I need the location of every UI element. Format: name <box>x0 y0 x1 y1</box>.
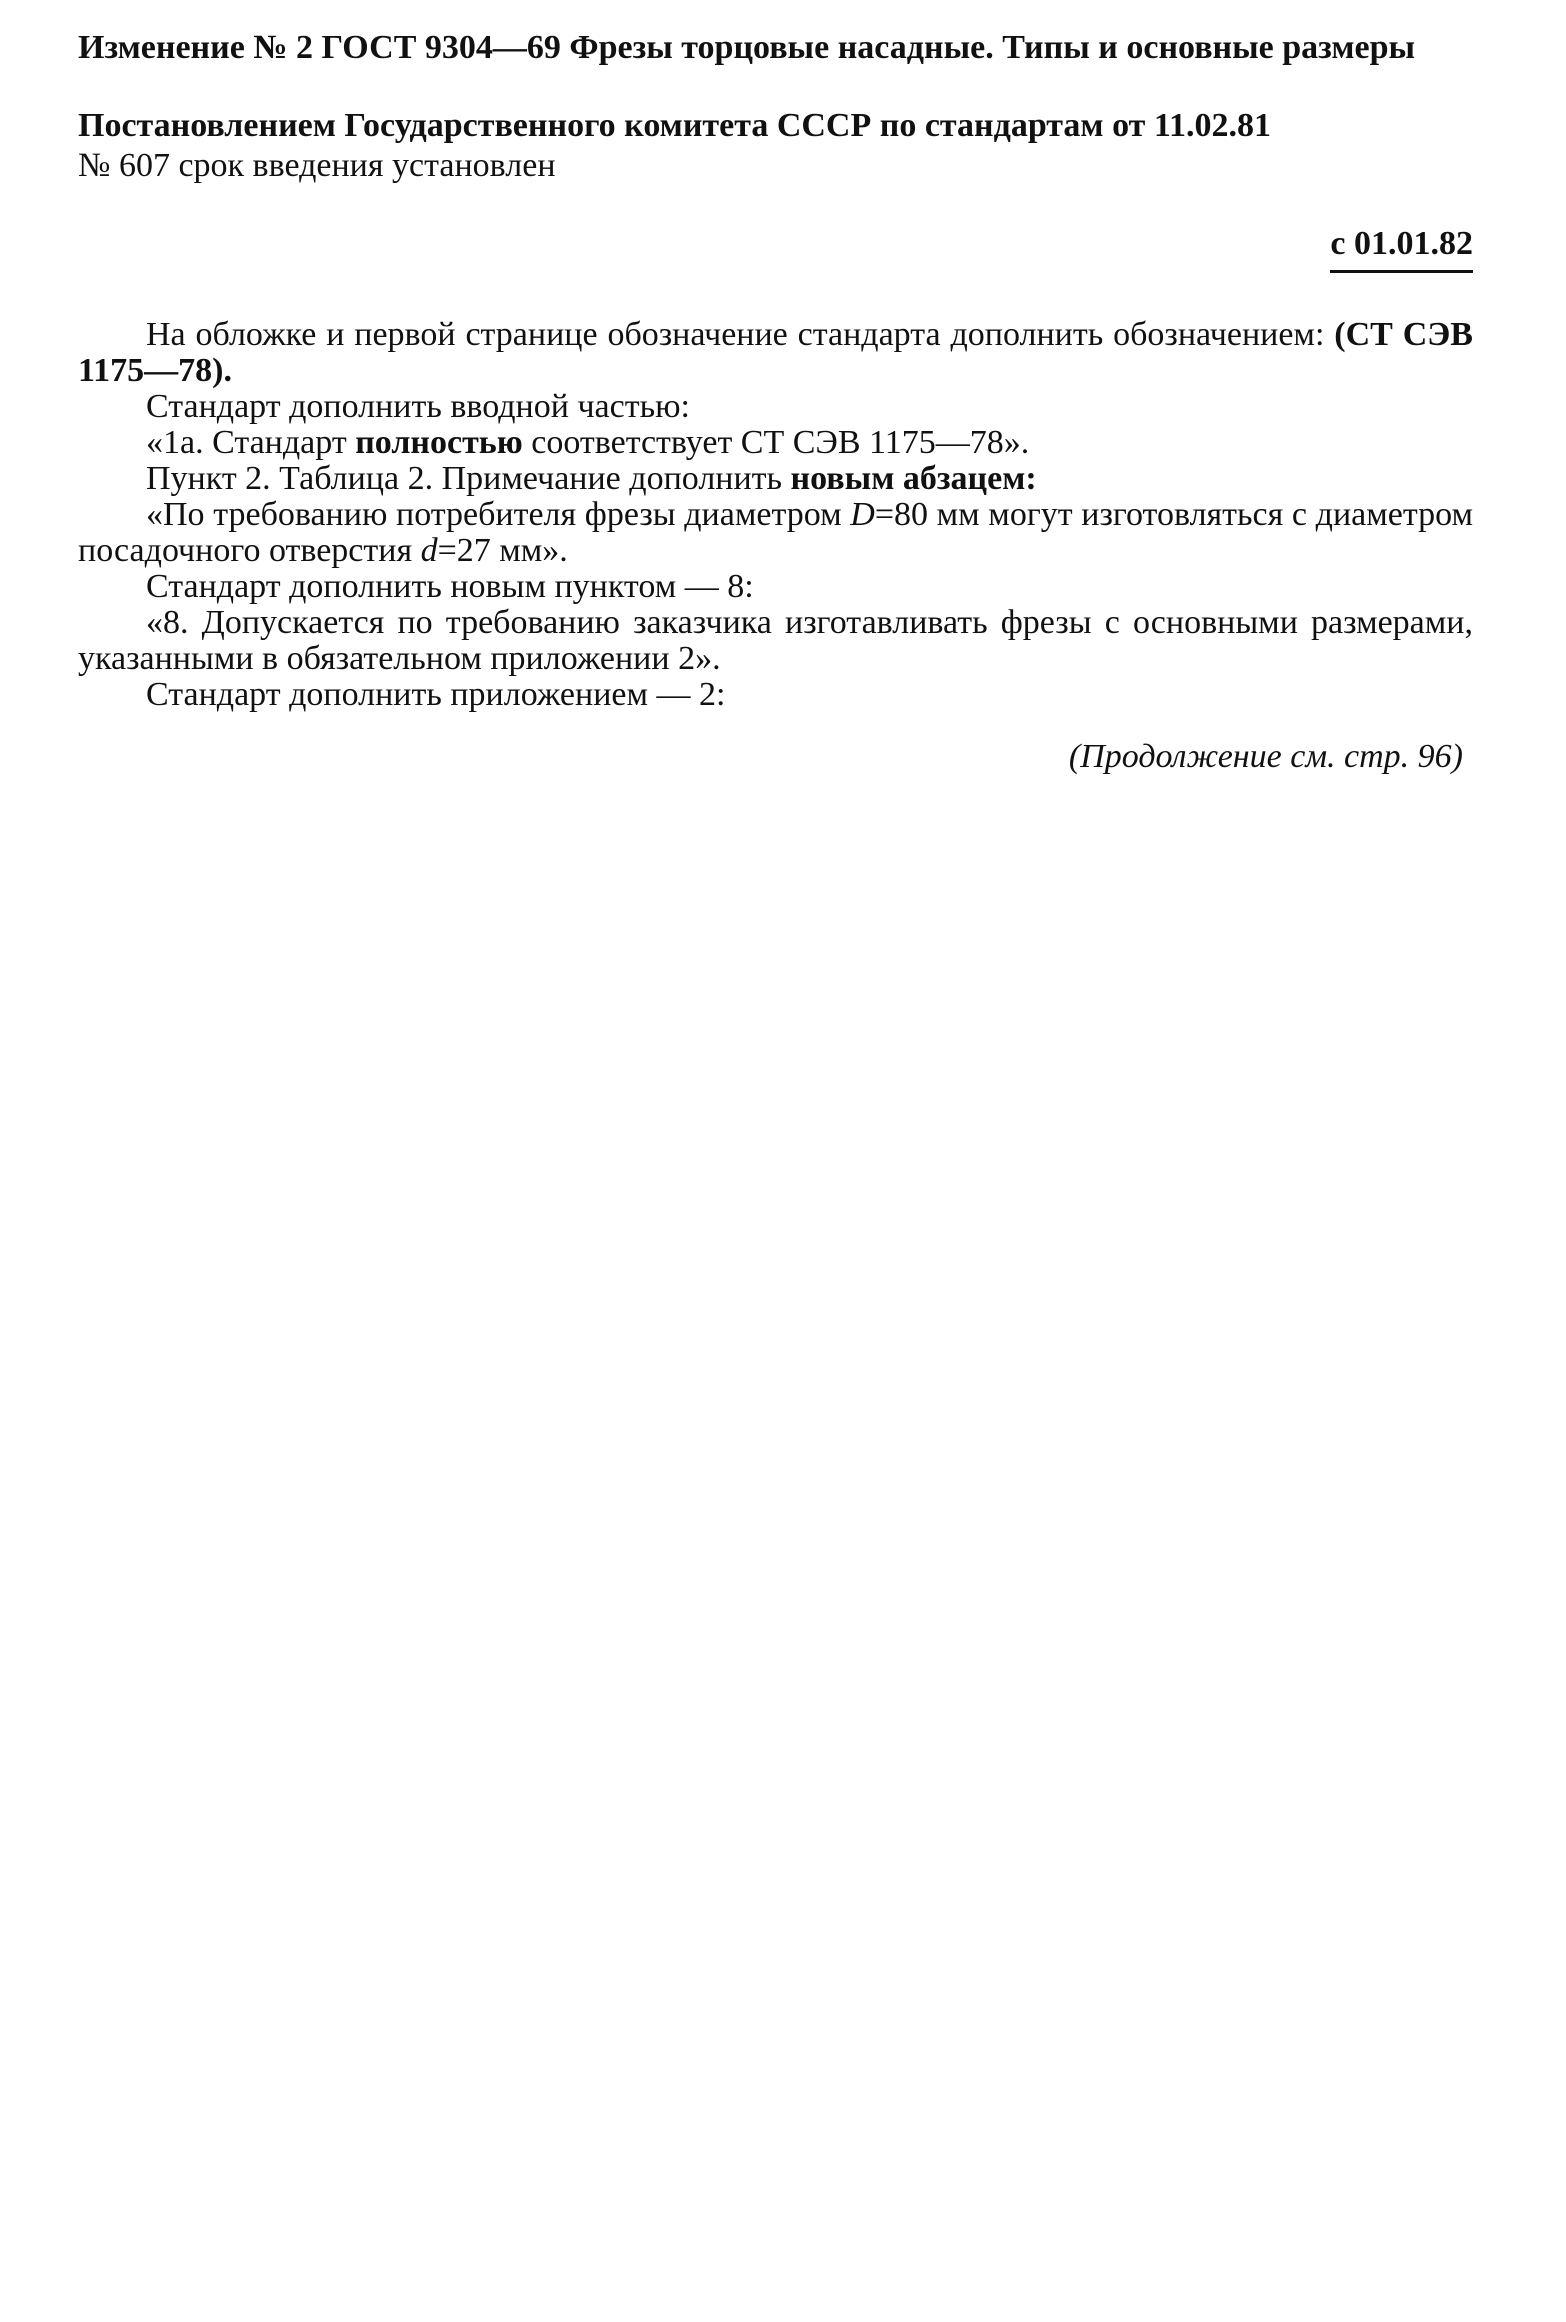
effective-date: с 01.01.82 <box>1330 224 1473 273</box>
clause-1a-end: соответствует СТ СЭВ 1175—78». <box>522 424 1030 461</box>
paragraph-new-clause: Стандарт дополнить новым пунктом — 8: <box>146 568 754 605</box>
paragraph-appendix: Стандарт дополнить приложением — 2: <box>146 676 726 713</box>
diameter-symbol-d: d <box>420 532 438 569</box>
diameter-note-a: «По требованию потребителя фрезы диаметром <box>146 496 851 533</box>
clause-1a-bold: полностью <box>355 424 523 461</box>
continuation-row <box>78 737 1473 777</box>
decree-line <box>78 106 1473 186</box>
clause-1a-start: «1а. Стандарт <box>146 424 356 461</box>
paragraph-clause-1a <box>78 425 1473 461</box>
table-note-bold: новым абзацем: <box>790 460 1037 497</box>
diameter-note-b: =80 мм могут изготовляться с диаметром посадочного отверстия <box>78 496 1473 569</box>
effective-date-row <box>78 224 1473 273</box>
diameter-note-c: =27 мм». <box>437 532 568 569</box>
continuation-note: (Продолжение см. стр. 96) <box>1068 738 1463 775</box>
paragraph-cover-designation <box>78 317 1473 389</box>
document-page <box>78 28 1473 777</box>
diameter-symbol-D: D <box>850 496 875 533</box>
paragraph-cover-text: На обложке и первой странице обозначение стандарта дополнить обозначением: <box>146 316 1335 353</box>
table-note-start: Пункт 2. Таблица 2. Примечание дополнить <box>146 460 791 497</box>
paragraph-intro-part: Стандарт дополнить вводной частью: <box>146 388 690 425</box>
paragraph-table-note <box>78 461 1473 497</box>
amendment-title: Изменение № 2 ГОСТ 9304—69 Фрезы торцовые насадные. Типы и основные размеры <box>78 29 1416 66</box>
paragraph-diameter-note <box>78 497 1473 569</box>
amendment-body <box>78 317 1473 713</box>
paragraph-clause-8: «8. Допускается по требованию заказчика изготавливать фрезы с основными размерами, указанными в обязательном приложении 2». <box>78 604 1473 677</box>
decree-number: № 607 срок введения установлен <box>78 147 556 184</box>
decree-text: Постановлением Государственного комитета СССР по стандартам от 11.02.81 <box>78 107 1271 144</box>
standard-code: (СТ СЭВ 1175—78). <box>78 316 1473 389</box>
